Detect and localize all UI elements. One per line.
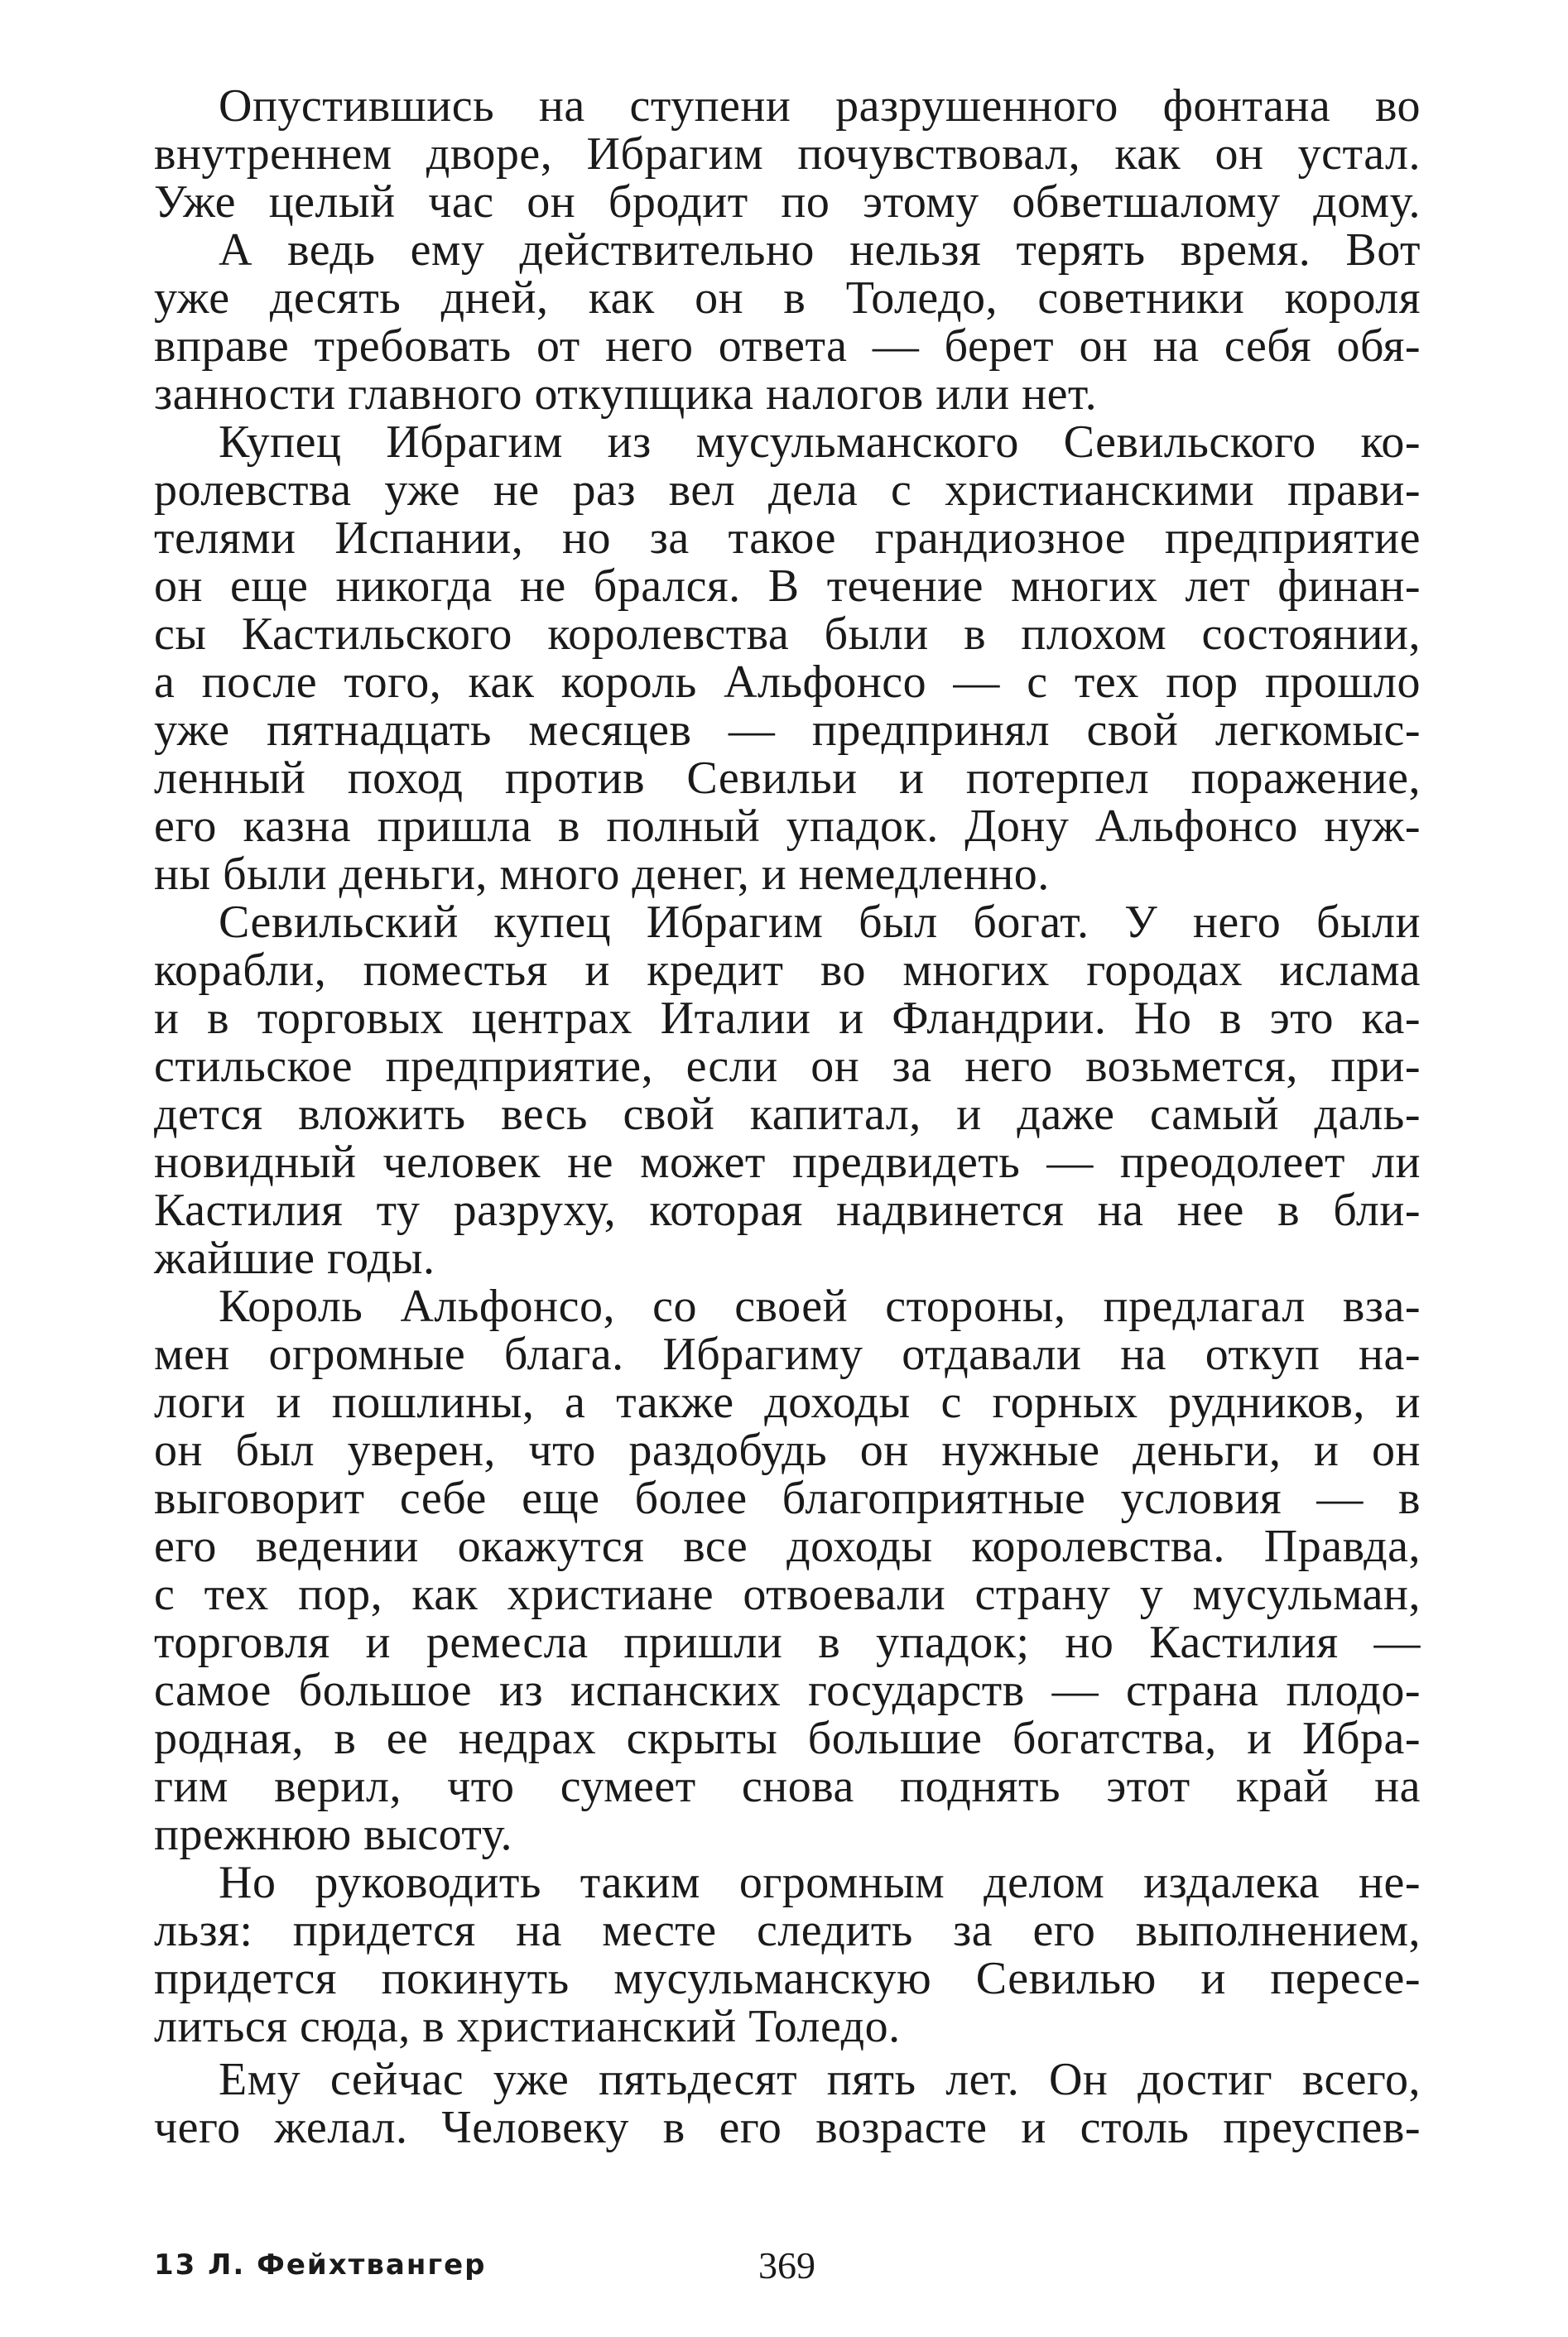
- text-line: литься сюда, в христианский Толедо.: [154, 2001, 901, 2052]
- text-line: он был уверен, что раздобудь он нужные деньги, и он: [154, 1425, 1421, 1476]
- text-line: родная, в ее недрах скрыты большие богатства, и Ибра-: [154, 1713, 1421, 1764]
- text-line: а после того, как король Альфонсо — с тех пор прошло: [154, 656, 1421, 708]
- text-line: вправе требовать от него ответа — берет он на себя обя-: [154, 320, 1421, 372]
- text-line: телями Испании, но за такое грандиозное предприятие: [154, 512, 1421, 564]
- text-line: занности главного откупщика налогов или нет.: [154, 368, 1098, 420]
- text-line: внутреннем дворе, Ибрагим почувствовал, как он устал.: [154, 128, 1421, 180]
- page-footer: [154, 2244, 1421, 2298]
- text-line: Король Альфонсо, со своей стороны, предлагал вза-: [219, 1281, 1421, 1332]
- text-line: его ведении окажутся все доходы королевства. Правда,: [154, 1521, 1421, 1572]
- text-line: льзя: придется на месте следить за его выполнением,: [154, 1905, 1421, 1956]
- text-line: уже десять дней, как он в Толедо, советники короля: [154, 272, 1421, 324]
- text-line: придется покинуть мусульманскую Севилью и пересе-: [154, 1953, 1421, 2004]
- text-line: самое большое из испанских государств — страна плодо-: [154, 1665, 1421, 1716]
- text-line: торговля и ремесла пришли в упадок; но Кастилия —: [154, 1617, 1421, 1668]
- signature-mark: 13 Л. Фейхтвангер: [154, 2248, 487, 2282]
- text-line: Кастилия ту разруху, которая надвинется на нее в бли-: [154, 1185, 1421, 1236]
- text-line: он еще никогда не брался. В течение многих лет финан-: [154, 560, 1421, 612]
- text-line: Уже целый час он бродит по этому обветшалому дому.: [154, 176, 1421, 228]
- text-line: его казна пришла в полный упадок. Дону Альфонсо нуж-: [154, 801, 1421, 852]
- text-line: жайшие годы.: [154, 1233, 435, 1284]
- text-line: Купец Ибрагим из мусульманского Севильского ко-: [219, 416, 1421, 468]
- text-line: ролевства уже не раз вел дела с христианскими прави-: [154, 464, 1421, 516]
- text-line: Севильский купец Ибрагим был богат. У него были: [219, 897, 1421, 948]
- text-line: Опустившись на ступени разрушенного фонтана во: [219, 80, 1421, 132]
- text-line: стильское предприятие, если он за него возьмется, при-: [154, 1041, 1421, 1092]
- text-line: Но руководить таким огромным делом издалека не-: [219, 1857, 1421, 1908]
- text-line: гим верил, что сумеет снова поднять этот край на: [154, 1761, 1421, 1812]
- text-line: сы Кастильского королевства были в плохом состоянии,: [154, 608, 1421, 660]
- text-line: и в торговых центрах Италии и Фландрии. Но в это ка-: [154, 993, 1421, 1044]
- text-line: дется вложить весь свой капитал, и даже самый даль-: [154, 1089, 1421, 1140]
- page-number: 369: [758, 2244, 815, 2287]
- text-line: Ему сейчас уже пятьдесят пять лет. Он достиг всего,: [219, 2054, 1421, 2105]
- text-line: логи и пошлины, а также доходы с горных рудников, и: [154, 1377, 1421, 1428]
- text-line: прежнюю высоту.: [154, 1809, 512, 1860]
- text-line: с тех пор, как христиане отвоевали страну у мусульман,: [154, 1569, 1421, 1620]
- text-line: корабли, поместья и кредит во многих городах ислама: [154, 945, 1421, 996]
- text-line: ны были деньги, много денег, и немедленно.: [154, 849, 1050, 900]
- text-line: мен огромные блага. Ибрагиму отдавали на откуп на-: [154, 1329, 1421, 1380]
- text-line: ленный поход против Севильи и потерпел поражение,: [154, 753, 1421, 804]
- text-line: новидный человек не может предвидеть — преодолеет ли: [154, 1137, 1421, 1188]
- text-line: уже пятнадцать месяцев — предпринял свой легкомыс-: [154, 704, 1421, 756]
- text-line: выговорит себе еще более благоприятные условия — в: [154, 1473, 1421, 1524]
- text-line: чего желал. Человеку в его возрасте и столь преуспев-: [154, 2102, 1421, 2153]
- text-line: А ведь ему действительно нельзя терять время. Вот: [219, 224, 1421, 276]
